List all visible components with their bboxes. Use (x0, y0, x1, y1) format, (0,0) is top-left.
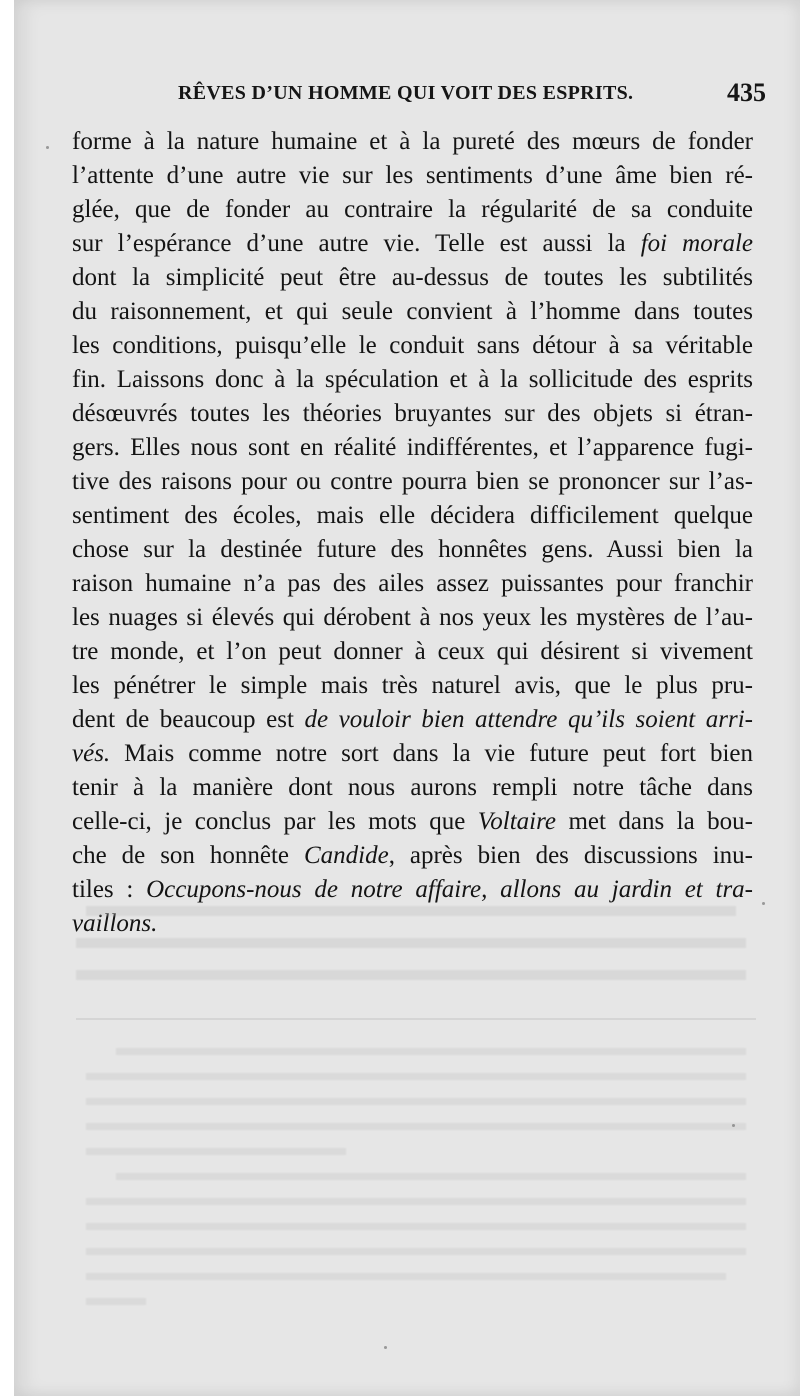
text-line: tive des raisons pour ou contre pourra bien se prononcer sur l’as- (72, 468, 753, 495)
text-line: che de son honnête Candide, après bien des discussions inu- (72, 842, 753, 869)
text-line: tenir à la manière dont nous aurons rempli notre tâche dans (72, 774, 753, 801)
text-line: celle-ci, je conclus par les mots que Voltaire met dans la bou- (72, 808, 753, 835)
italic-phrase: foi morale (640, 230, 753, 257)
bleed-through-rule (76, 1018, 756, 1020)
text-line: l’attente d’une autre vie sur les sentiments d’une âme bien ré- (72, 162, 753, 189)
running-title: RÊVES D’UN HOMME QUI VOIT DES ESPRITS. (178, 82, 634, 104)
text-line: les nuages si élevés qui dérobent à nos yeux les mystères de l’au- (72, 604, 753, 631)
bleed-through-footnote-lines (76, 1040, 756, 1310)
bleed-through-texture (76, 898, 756, 988)
print-speck (384, 1346, 387, 1349)
text-line: glée, que de fonder au contraire la régularité de sa conduite (72, 196, 753, 223)
italic-name-voltaire: Voltaire (477, 808, 557, 835)
text-line: fin. Laissons donc à la spéculation et à la sollicitude des esprits (72, 366, 753, 393)
bleed-through-lines (76, 898, 756, 988)
italic-phrase: vés. (72, 740, 111, 767)
body-text (72, 125, 753, 941)
text-line: tre monde, et l’on peut donner à ceux qui désirent si vivement (72, 638, 753, 665)
text-line: les conditions, puisqu’elle le conduit sans détour à sa véritable (72, 332, 753, 359)
text-line: sentiment des écoles, mais elle décidera difficilement quelque (72, 502, 753, 529)
text-line: chose sur la destinée future des honnêtes gens. Aussi bien la (72, 536, 753, 563)
text-line: dont la simplicité peut être au-dessus de toutes les subtilités (72, 264, 753, 291)
italic-phrase: vaillons. (72, 910, 158, 937)
text-line: raison humaine n’a pas des ailes assez puissantes pour franchir (72, 570, 753, 597)
text-line: tiles : Occupons-nous de notre affaire, allons au jardin et tra- (72, 876, 753, 903)
text-line: les pénétrer le simple mais très naturel avis, que le plus pru- (72, 672, 753, 699)
text-line: sur l’espérance d’une autre vie. Telle est aussi la foi morale (72, 230, 753, 257)
text-line: vés. Mais comme notre sort dans la vie future peut fort bien (72, 740, 753, 767)
bleed-through-footnotes (76, 1040, 756, 1310)
print-speck (732, 1124, 735, 1127)
text-line: gers. Elles nous sont en réalité indifférentes, et l’apparence fugi- (72, 434, 753, 461)
italic-phrase: de vouloir bien attendre qu’ils soient arri- (304, 706, 753, 733)
print-speck (46, 146, 49, 149)
text-line: dent de beaucoup est de vouloir bien attendre qu’ils soient arri- (72, 706, 753, 733)
print-speck (762, 902, 765, 905)
page-number: 435 (727, 78, 766, 107)
text-line: du raisonnement, et qui seule convient à l’homme dans toutes (72, 298, 753, 325)
page-header (14, 78, 800, 114)
text-line: forme à la nature humaine et à la pureté des mœurs de fonder (72, 128, 753, 155)
italic-phrase: Occupons-nous de notre affaire, allons au jardin et tra- (146, 876, 753, 903)
text-line: désœuvrés toutes les théories bruyantes sur des objets si étran- (72, 400, 753, 427)
book-page (14, 0, 800, 1396)
italic-title-candide: Candide (303, 842, 389, 869)
